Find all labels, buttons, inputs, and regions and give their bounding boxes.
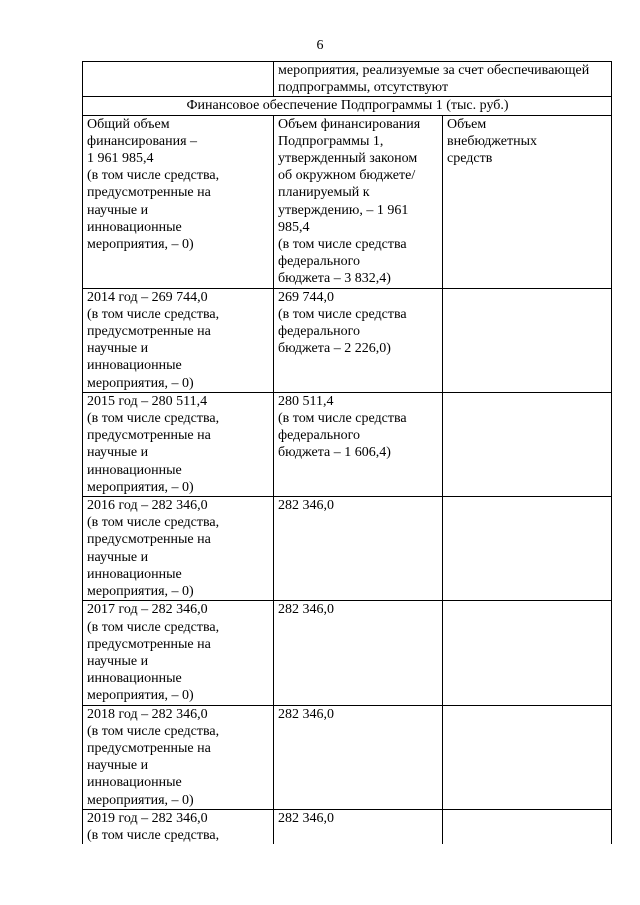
page-number: 6 — [316, 38, 324, 53]
financing-table — [82, 61, 612, 844]
year-total-cell: 2018 год – 282 346,0 (в том числе средства, предусмотренные на научные и инновационные мероприятия, – 0) — [83, 705, 274, 809]
intro-text-cell: мероприятия, реализуемые за счет обеспечивающей подпрограммы, отсутствуют — [274, 62, 612, 97]
year-total-cell: 2014 год – 269 744,0 (в том числе средства, предусмотренные на научные и инновационные мероприятия, – 0) — [83, 288, 274, 392]
intro-empty-cell — [83, 62, 274, 97]
table-row — [83, 497, 612, 601]
year-extrabudget-cell — [443, 497, 612, 601]
table-row — [83, 392, 612, 496]
year-extrabudget-cell — [443, 601, 612, 705]
year-budget-cell: 282 346,0 — [274, 601, 443, 705]
year-extrabudget-cell — [443, 392, 612, 496]
table-row — [83, 601, 612, 705]
year-total-cell: 2019 год – 282 346,0 (в том числе средства, — [83, 809, 274, 844]
table-row — [83, 705, 612, 809]
section-title: Финансовое обеспечение Подпрограммы 1 (тыс. руб.) — [83, 97, 612, 115]
year-budget-cell: 282 346,0 — [274, 705, 443, 809]
year-extrabudget-cell — [443, 809, 612, 844]
subprogram-financing-cell: Объем финансирования Подпрограммы 1, утвержденный законом об окружном бюджете/ планируемый к утверждению, – 1 961 985,4 (в том числе средства федерального бюджета – 3 832,4) — [274, 115, 443, 288]
total-financing-cell: Общий объем финансирования – 1 961 985,4 (в том числе средства, предусмотренные на научные и инновационные мероприятия, – 0) — [83, 115, 274, 288]
year-total-cell: 2015 год – 280 511,4 (в том числе средства, предусмотренные на научные и инновационные мероприятия, – 0) — [83, 392, 274, 496]
year-extrabudget-cell — [443, 288, 612, 392]
year-budget-cell: 282 346,0 — [274, 809, 443, 844]
year-extrabudget-cell — [443, 705, 612, 809]
year-budget-cell: 280 511,4 (в том числе средства федерального бюджета – 1 606,4) — [274, 392, 443, 496]
table-row — [83, 288, 612, 392]
table-row — [83, 809, 612, 844]
year-total-cell: 2016 год – 282 346,0 (в том числе средства, предусмотренные на научные и инновационные мероприятия, – 0) — [83, 497, 274, 601]
intro-row — [83, 62, 612, 97]
extrabudgetary-cell: Объем внебюджетных средств — [443, 115, 612, 288]
year-budget-cell: 282 346,0 — [274, 497, 443, 601]
year-budget-cell: 269 744,0 (в том числе средства федерального бюджета – 2 226,0) — [274, 288, 443, 392]
year-total-cell: 2017 год – 282 346,0 (в том числе средства, предусмотренные на научные и инновационные мероприятия, – 0) — [83, 601, 274, 705]
section-title-row — [83, 97, 612, 115]
header-row — [83, 115, 612, 288]
